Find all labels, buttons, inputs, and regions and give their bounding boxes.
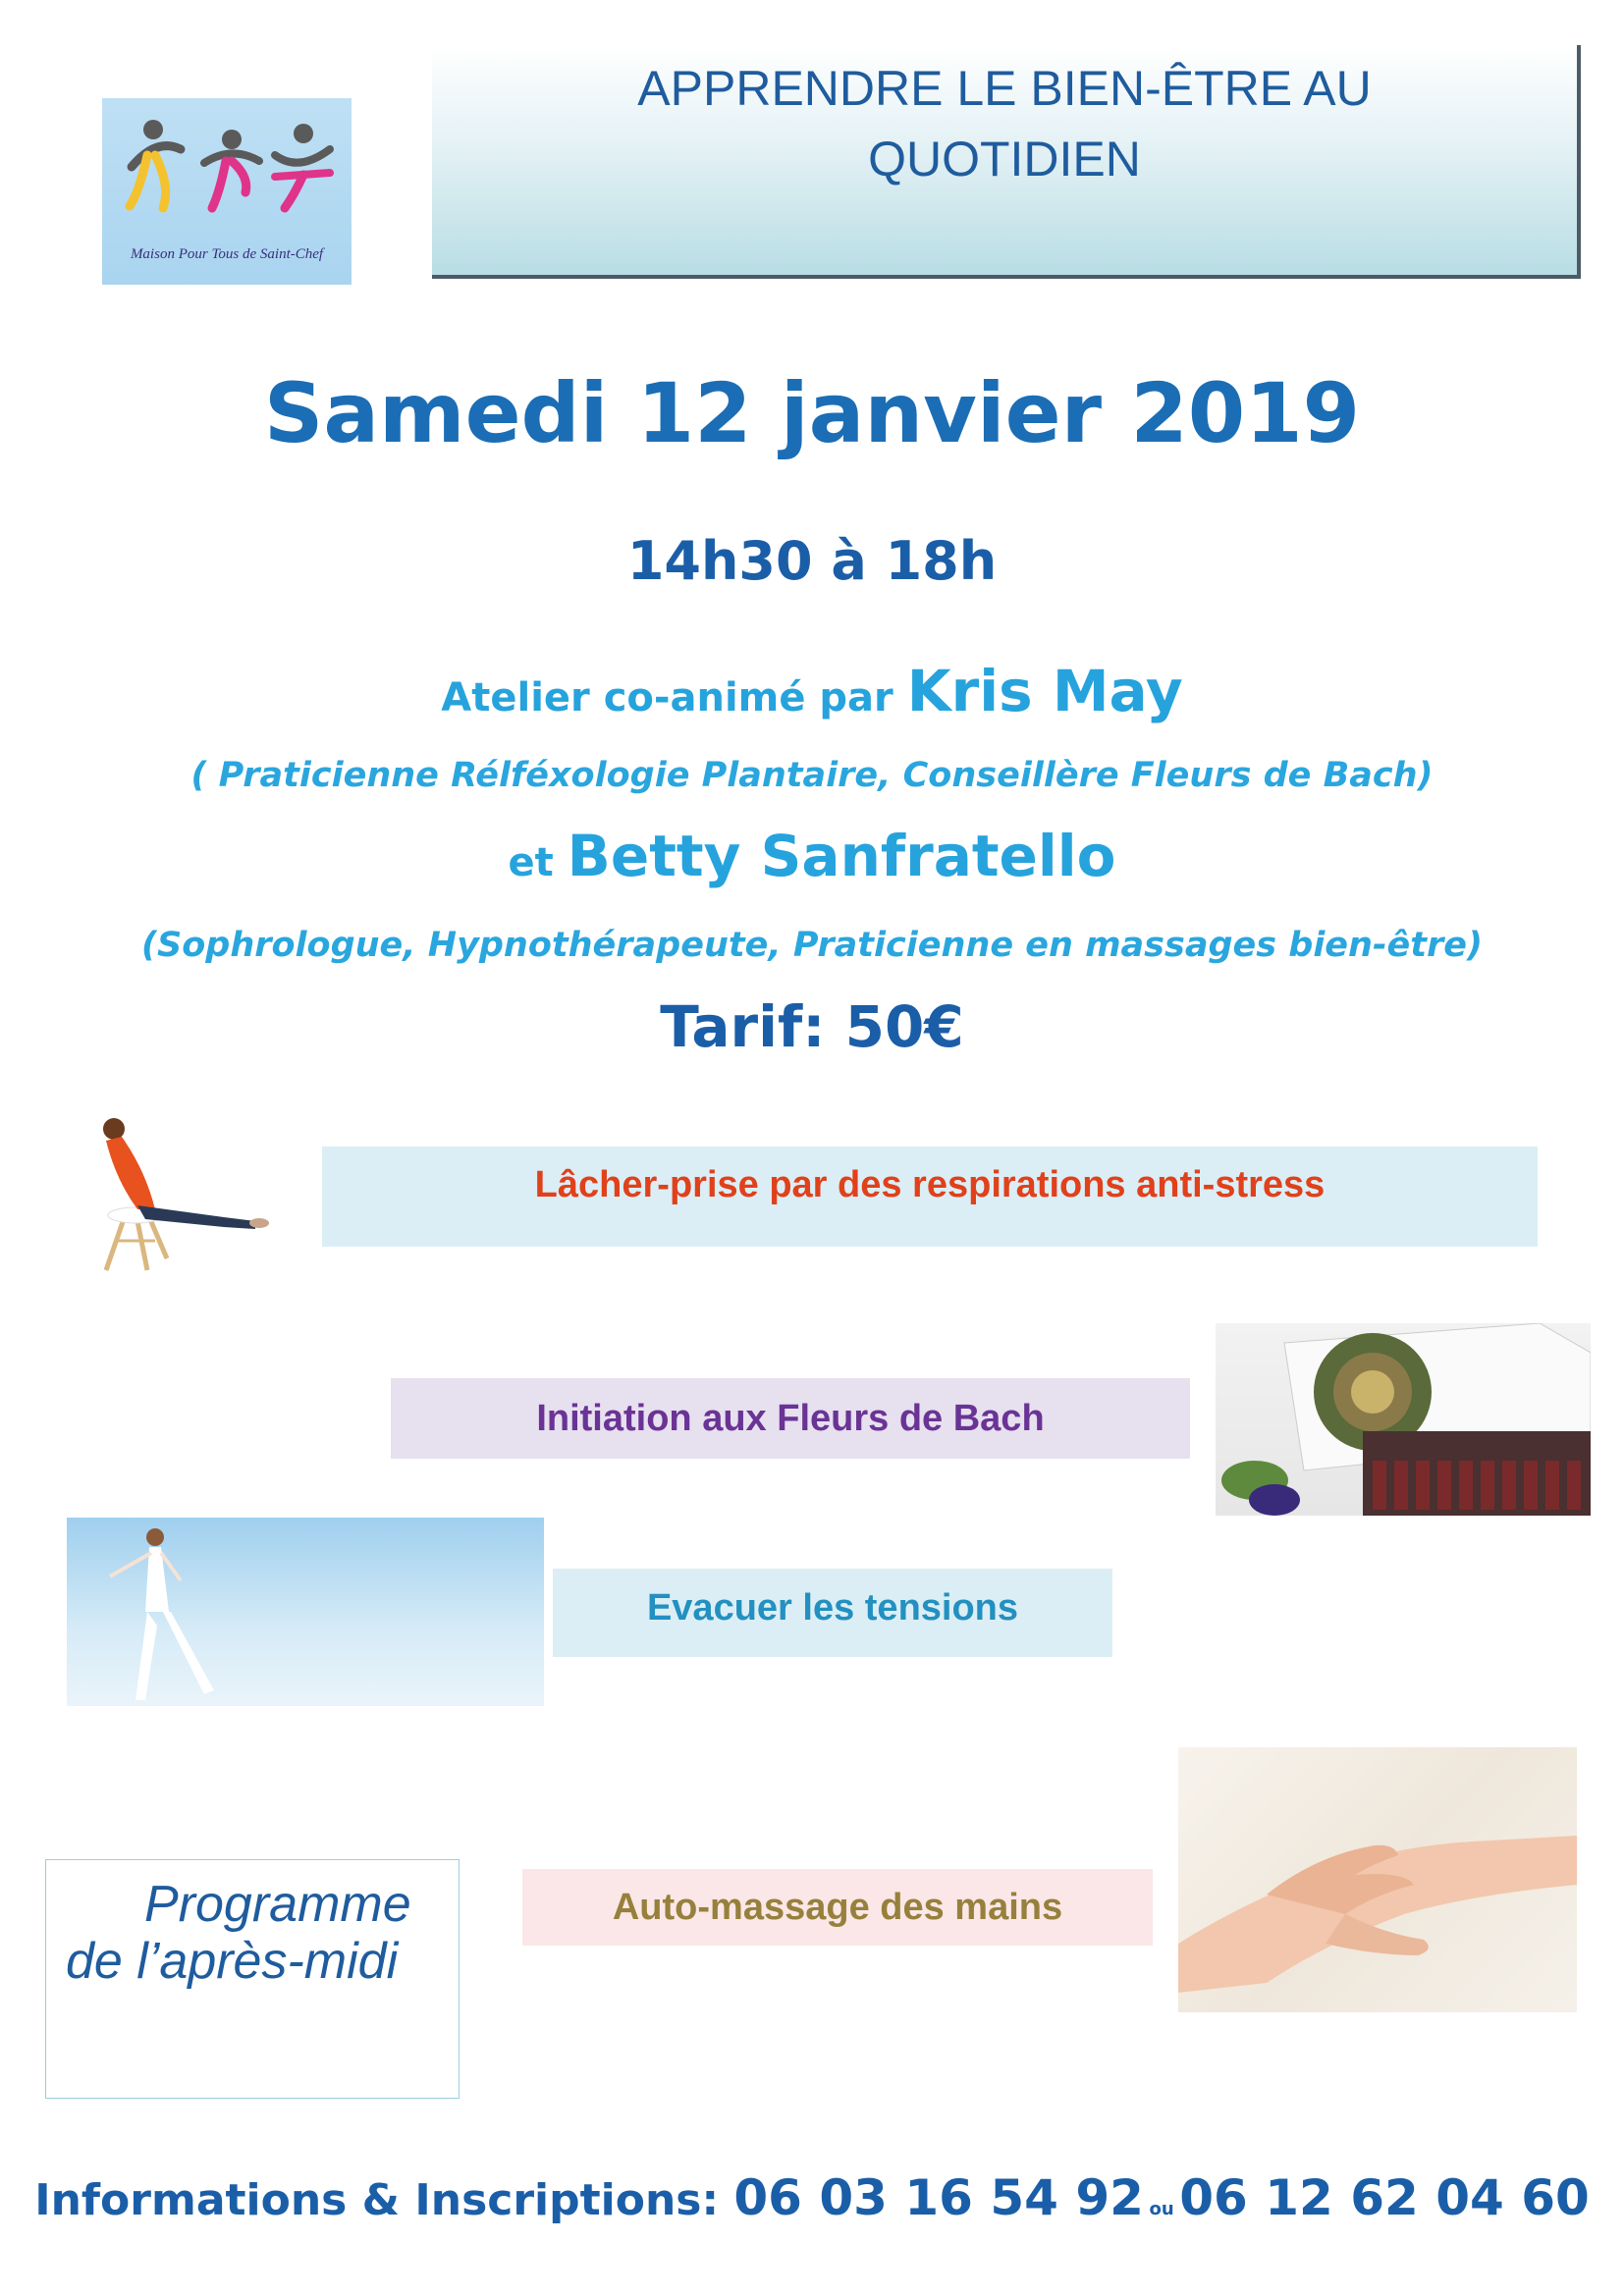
program-item-3: Evacuer les tensions [553, 1569, 1112, 1657]
mpt-logo [102, 98, 352, 285]
logo-caption: Maison Pour Tous de Saint-Chef [130, 246, 324, 262]
host-role-2: (Sophrologue, Hypnothérapeute, Praticienne en massages bien-être) [141, 926, 1483, 965]
event-time: 14h30 à 18h [626, 530, 998, 592]
relaxing-woman-chair-image [77, 1111, 289, 1276]
program-item-1: Lâcher-prise par des respirations anti-stress [322, 1147, 1538, 1247]
event-date: Samedi 12 janvier 2019 [263, 365, 1361, 461]
host-intro-1: Atelier co-animé par [441, 675, 907, 721]
hand-massage-image [1178, 1747, 1577, 2012]
program-item-4: Auto-massage des mains [522, 1869, 1153, 1946]
price: Tarif: 50€ [660, 993, 964, 1060]
host-line-2 [0, 823, 1624, 889]
program-item-2: Initiation aux Fleurs de Bach [391, 1378, 1190, 1459]
banner-line-1: APPRENDRE LE BIEN-ÊTRE AU [637, 61, 1372, 116]
or-separator: ou [1149, 2199, 1174, 2219]
bach-flowers-box-image [1216, 1323, 1591, 1516]
banner-title [432, 53, 1577, 194]
contact-info [0, 2169, 1624, 2226]
header-banner [432, 45, 1581, 279]
host-role-1: ( Praticienne Rélféxologie Plantaire, Conseillère Fleurs de Bach) [190, 756, 1434, 795]
banner-line-2: QUOTIDIEN [868, 132, 1141, 187]
host-name-1: Kris May [906, 658, 1183, 724]
program-label-line-2: de l’après-midi [66, 1933, 399, 1990]
woman-walking-sky-image [67, 1518, 544, 1706]
program-label-box [45, 1859, 460, 2099]
host-line-1 [0, 658, 1624, 724]
phone-number-2: 06 12 62 04 60 [1179, 2169, 1590, 2226]
host-name-2: Betty Sanfratello [567, 823, 1116, 889]
phone-number-1: 06 03 16 54 92 [733, 2169, 1144, 2226]
program-label-line-1: Programme [144, 1876, 411, 1933]
host-intro-2: et [508, 840, 568, 885]
contact-label: Informations & Inscriptions: [34, 2175, 734, 2225]
